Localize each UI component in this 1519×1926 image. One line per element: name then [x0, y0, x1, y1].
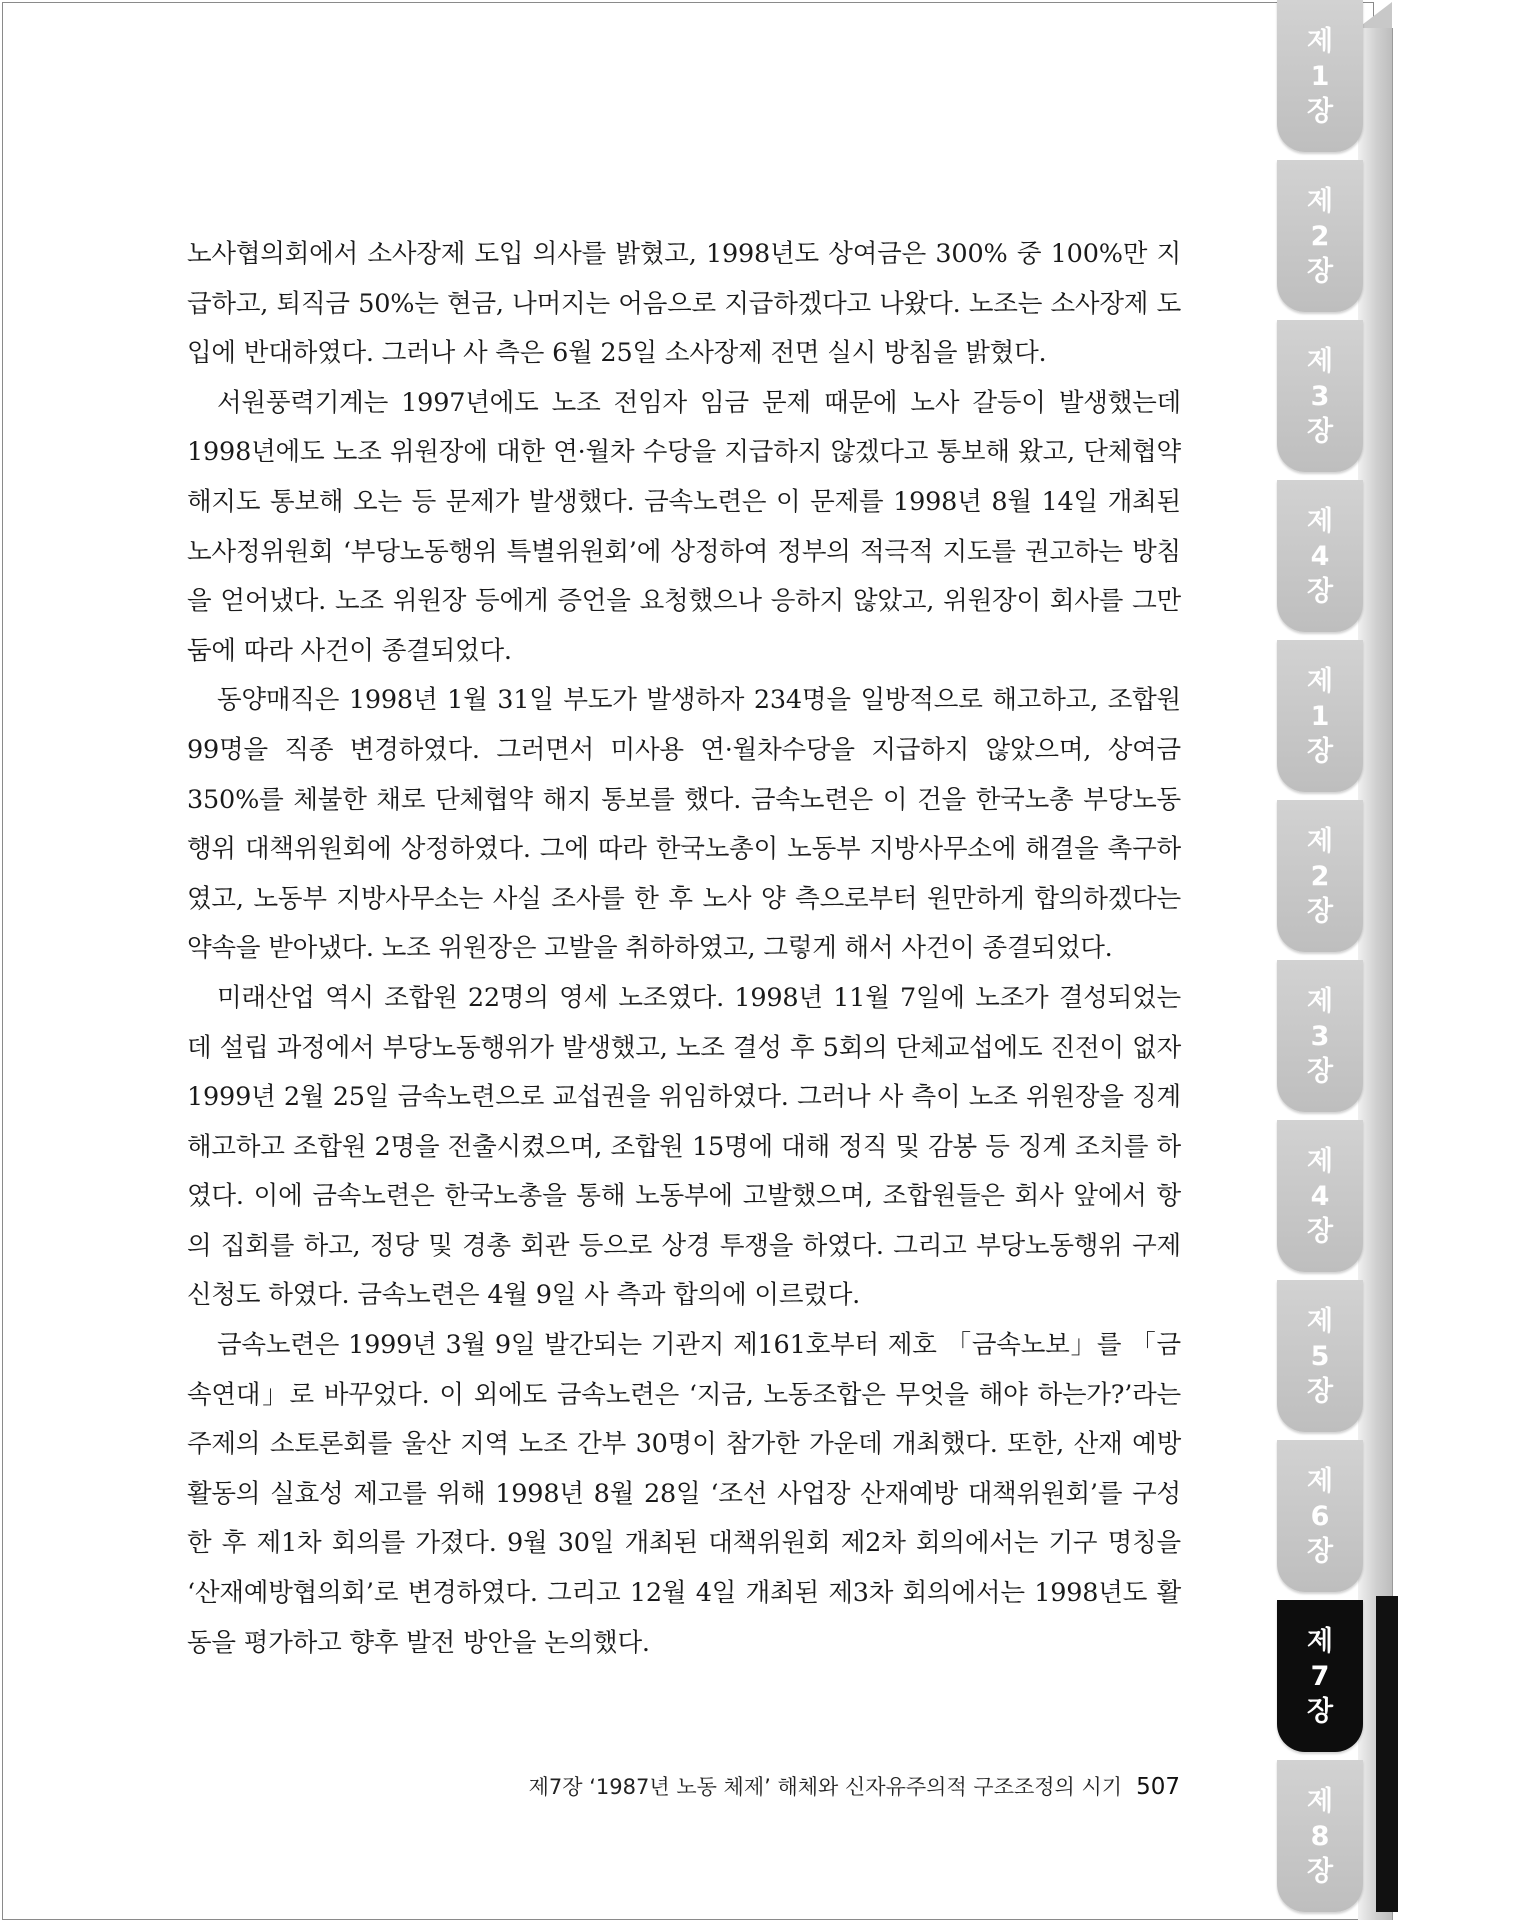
- chapter-tab[interactable]: 제 2 장: [1277, 160, 1363, 312]
- paragraph: 금속노련은 1999년 3월 9일 발간되는 기관지 제161호부터 제호 「금속노보」를 「금속연대」로 바꾸었다. 이 외에도 금속노련은 ‘지금, 노동조합은 무엇을 해야 하는가?’라는 주제의 소토론회를 울산 지역 노조 간부 30명이 참가한 가운데 개최했다. 또한, 산재 예방 활동의 실효성 제고를 위해 1998년 8월 28일 ‘조선 사업장 산재예방 대책위원회’를 구성한 후 제1차 회의를 가졌다. 9월 30일 개최된 대책위원회 제2차 회의에서는 기구 명칭을 ‘산재예방협의회’로 변경하였다. 그리고 12월 4일 개최된 제3차 회의에서는 1998년도 활동을 평가하고 향후 발전 방안을 논의했다.: [187, 1330, 1181, 1658]
- chapter-tab[interactable]: 제 1 장: [1277, 640, 1363, 792]
- running-footer: [500, 1771, 1180, 1801]
- chapter-tab[interactable]: 제 3 장: [1277, 320, 1363, 472]
- chapter-tab[interactable]: 제 4 장: [1277, 1120, 1363, 1272]
- running-title: 제7장 ‘1987년 노동 체제’ 해체와 신자유주의적 구조조정의 시기: [528, 1775, 1123, 1799]
- page-edge-marker: [1376, 1752, 1398, 1912]
- body-text: [187, 230, 1181, 1668]
- chapter-tab[interactable]: 제 6 장: [1277, 1440, 1363, 1592]
- chapter-tab[interactable]: 제 5 장: [1277, 1280, 1363, 1432]
- paragraph: 미래산업 역시 조합원 22명의 영세 노조였다. 1998년 11월 7일에 노조가 결성되었는데 설립 과정에서 부당노동행위가 발생했고, 노조 결성 후 5회의 단체교섭에도 진전이 없자 1999년 2월 25일 금속노련으로 교섭권을 위임하였다. 그러나 사 측이 노조 위원장을 징계해고하고 조합원 2명을 전출시켰으며, 조합원 15명에 대해 정직 및 감봉 등 징계 조치를 하였다. 이에 금속노련은 한국노총을 통해 노동부에 고발했으며, 조합원들은 회사 앞에서 항의 집회를 하고, 정당 및 경총 회관 등으로 상경 투쟁을 하였다. 그리고 부당노동행위 구제신청도 하였다. 금속노련은 4월 9일 사 측과 합의에 이르렀다.: [187, 982, 1181, 1311]
- chapter-tabs: [1277, 0, 1363, 1926]
- page-number: 507: [1136, 1774, 1180, 1800]
- page-edge-marker: [1376, 1596, 1398, 1764]
- chapter-tab[interactable]: 제 1 장: [1277, 0, 1363, 152]
- paragraph: 노사협의회에서 소사장제 도입 의사를 밝혔고, 1998년도 상여금은 300% 중 100%만 지급하고, 퇴직금 50%는 현금, 나머지는 어음으로 지급하겠다고 나왔다. 노조는 소사장제 도입에 반대하였다. 그러나 사 측은 6월 25일 소사장제 전면 실시 방침을 밝혔다.: [187, 239, 1181, 369]
- chapter-tab[interactable]: 제 8 장: [1277, 1760, 1363, 1912]
- paragraph: 동양매직은 1998년 1월 31일 부도가 발생하자 234명을 일방적으로 해고하고, 조합원 99명을 직종 변경하였다. 그러면서 미사용 연·월차수당을 지급하지 않았으며, 상여금 350%를 체불한 채로 단체협약 해지 통보를 했다. 금속노련은 이 건을 한국노총 부당노동행위 대책위원회에 상정하였다. 그에 따라 한국노총이 노동부 지방사무소에 해결을 촉구하였고, 노동부 지방사무소는 사실 조사를 한 후 노사 양 측으로부터 원만하게 합의하겠다는 약속을 받아냈다. 노조 위원장은 고발을 취하하였고, 그렇게 해서 사건이 종결되었다.: [187, 685, 1181, 964]
- page-edge-corner: [1358, 2, 1392, 28]
- paragraph: 서원풍력기계는 1997년에도 노조 전임자 임금 문제 때문에 노사 갈등이 발생했는데 1998년에도 노조 위원장에 대한 연·월차 수당을 지급하지 않겠다고 통보해 왔고, 단체협약 해지도 통보해 오는 등 문제가 발생했다. 금속노련은 이 문제를 1998년 8월 14일 개최된 노사정위원회 ‘부당노동행위 특별위원회’에 상정하여 정부의 적극적 지도를 권고하는 방침을 얻어냈다. 노조 위원장 등에게 증언을 요청했으나 응하지 않았고, 위원장이 회사를 그만둠에 따라 사건이 종결되었다.: [187, 387, 1181, 666]
- chapter-tab[interactable]: 제 2 장: [1277, 800, 1363, 952]
- chapter-tab[interactable]: 제 3 장: [1277, 960, 1363, 1112]
- chapter-tab-active[interactable]: 제 7 장: [1277, 1600, 1363, 1752]
- chapter-tab[interactable]: 제 4 장: [1277, 480, 1363, 632]
